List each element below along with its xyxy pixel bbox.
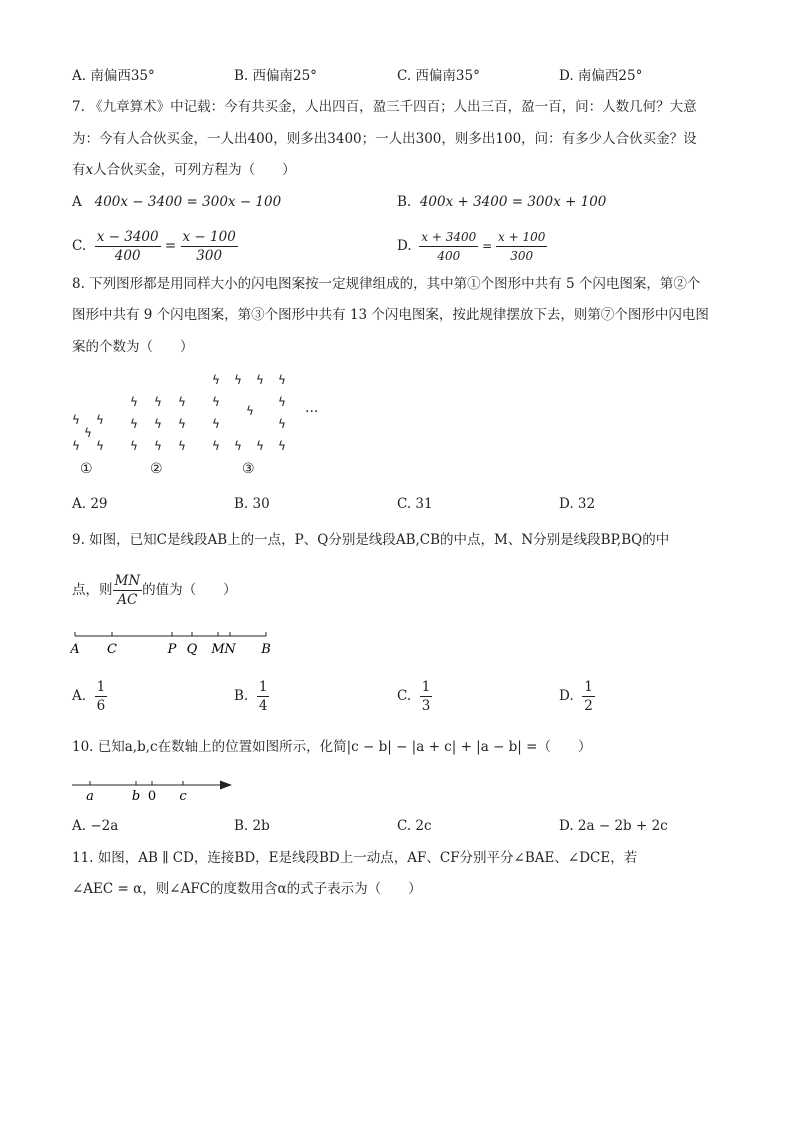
q10-option-d: D. 2a − 2b + 2c xyxy=(559,818,668,834)
lightning-icon: ϟ xyxy=(278,439,286,453)
lightning-icon: ϟ xyxy=(130,417,138,431)
lightning-icon: ϟ xyxy=(72,439,80,453)
q8-figure-label-1: ① xyxy=(80,461,93,477)
q7-option-a: A 400x − 3400 = 300x − 100 xyxy=(72,194,282,210)
lightning-icon: ϟ xyxy=(96,439,104,453)
lightning-icon: ϟ xyxy=(130,439,138,453)
lightning-icon: ϟ xyxy=(154,417,162,431)
q8-option-c: C. 31 xyxy=(397,496,433,512)
lightning-icon: ϟ xyxy=(72,413,80,427)
lightning-icon: ϟ xyxy=(84,426,92,440)
lightning-icon: ϟ xyxy=(96,413,104,427)
lightning-icon: ϟ xyxy=(212,439,220,453)
q7-option-c: C. $\frac{x - 3400}{400}$ = $\frac{x - 100}{300}$ xyxy=(72,229,236,264)
q8-stem-line3: 案的个数为（ ） xyxy=(72,339,194,355)
q6-option-c: C. 西偏南35° xyxy=(397,68,480,84)
q6-option-b: B. 西偏南25° xyxy=(234,68,317,84)
lightning-icon: ϟ xyxy=(212,417,220,431)
q8-stem-line1: 8. 下列图形都是用同样大小的闪电图案按一定规律组成的，其中第①个图形中共有 5 个闪电图案，第②个 xyxy=(72,276,701,292)
lightning-icon: ϟ xyxy=(178,417,186,431)
lightning-icon: ϟ xyxy=(246,404,254,418)
lightning-icon: ϟ xyxy=(154,395,162,409)
q9-option-d: D. $\frac{1}{2}$ xyxy=(559,679,593,714)
lightning-icon: ϟ xyxy=(278,417,286,431)
q9-segment-diagram xyxy=(70,628,280,658)
q10-axis-arrow xyxy=(220,781,232,790)
lightning-icon: ϟ xyxy=(130,395,138,409)
q6-option-d: D. 南偏西25° xyxy=(559,68,643,84)
q9-point-label: Q xyxy=(186,642,198,657)
q8-ellipsis: ··· xyxy=(305,404,319,420)
q7-stem-line2: 为：今有人合伙买金，一人出400，则多出3400；一人出300，则多出100，问：有多少人合伙买金？设 xyxy=(72,131,697,147)
q10-option-b: B. 2b xyxy=(234,818,270,834)
q9-point-label: P xyxy=(167,642,177,657)
q11-stem-line2: ∠AEC = α，则∠AFC的度数用含α的式子表示为（ ） xyxy=(72,881,422,897)
lightning-icon: ϟ xyxy=(234,439,242,453)
q9-option-c: C. $\frac{1}{3}$ xyxy=(397,679,431,714)
q11-stem-line1: 11. 如图，AB ∥ CD，连接BD，E是线段BD上一动点，AF、CF分别平分∠BAE、∠DCE，若 xyxy=(72,850,638,866)
q9-point-label: C xyxy=(107,642,117,657)
lightning-icon: ϟ xyxy=(212,373,220,387)
q10-axis-label: c xyxy=(179,789,187,804)
q8-option-a: A. 29 xyxy=(72,496,108,512)
q9-point-label: M xyxy=(211,642,225,657)
q7-stem-line3: 有x人合伙买金，可列方程为（ ） xyxy=(72,162,296,178)
lightning-icon: ϟ xyxy=(178,395,186,409)
lightning-icon: ϟ xyxy=(234,373,242,387)
q8-option-b: B. 30 xyxy=(234,496,270,512)
lightning-icon: ϟ xyxy=(278,395,286,409)
q9-option-b: B. $\frac{1}{4}$ xyxy=(234,679,268,714)
q6-option-a: A. 南偏西35° xyxy=(72,68,155,84)
q9-stem-line1: 9. 如图，已知C是线段AB上的一点，P、Q分别是线段AB,CB的中点，M、N分别是线段BP,BQ的中 xyxy=(72,532,670,548)
lightning-icon: ϟ xyxy=(178,439,186,453)
q10-option-c: C. 2c xyxy=(397,818,432,834)
q7-option-b: B. 400x + 3400 = 300x + 100 xyxy=(397,194,607,210)
q10-stem: 10. 已知a,b,c在数轴上的位置如图所示，化简|c − b| − |a + c| + |a − b| =（ ） xyxy=(72,739,592,755)
lightning-icon: ϟ xyxy=(154,439,162,453)
q8-option-d: D. 32 xyxy=(559,496,596,512)
q10-axis-label: a xyxy=(86,789,94,804)
q7-option-d: D. $\frac{x + 3400}{400}$ = $\frac{x + 100}{300}$ xyxy=(397,230,546,263)
q10-axis-label: b xyxy=(131,789,141,804)
q7-stem-line1: 7. 《九章算术》中记载：今有共买金，人出四百，盈三千四百；人出三百，盈一百，问：人数几何？大意 xyxy=(72,99,697,115)
lightning-icon: ϟ xyxy=(278,373,286,387)
q9-point-label: N xyxy=(224,642,236,657)
q8-stem-line2: 图形中共有 9 个闪电图案，第③个图形中共有 13 个闪电图案，按此规律摆放下去，则第⑦个图形中闪电图 xyxy=(72,307,709,323)
q8-figure-label-2: ② xyxy=(150,461,163,477)
q8-figure-label-3: ③ xyxy=(242,461,255,477)
q9-point-label: B xyxy=(261,642,271,657)
q9-point-label: A xyxy=(70,642,80,657)
lightning-icon: ϟ xyxy=(212,395,220,409)
q10-number-line xyxy=(70,776,240,804)
q10-option-a: A. −2a xyxy=(72,818,119,834)
lightning-icon: ϟ xyxy=(256,373,264,387)
lightning-icon: ϟ xyxy=(256,439,264,453)
q10-axis-label: 0 xyxy=(147,789,157,804)
q9-option-a: A. $\frac{1}{6}$ xyxy=(72,679,106,714)
q9-stem-line2: 点，则 $\frac{MN}{AC}$ 的值为（ ） xyxy=(72,573,237,608)
